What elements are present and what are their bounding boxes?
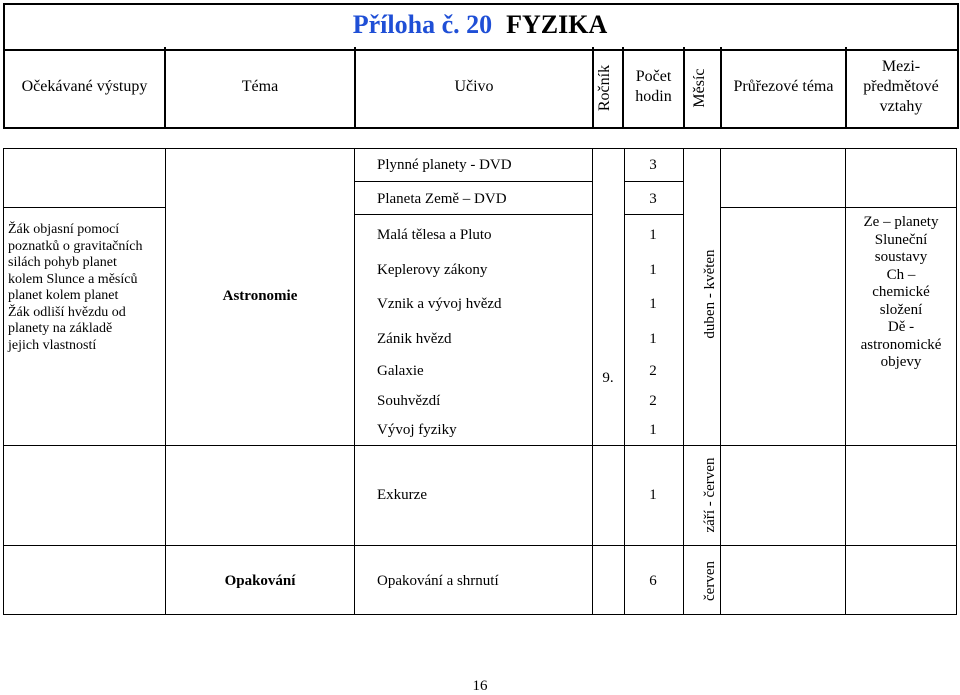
hodin-value: 3: [649, 191, 657, 207]
outcome-line: Žák odliší hvězdu od: [8, 304, 126, 320]
topic-astronomie: Astronomie: [222, 288, 298, 304]
header-mesic: Měsíc: [691, 68, 708, 108]
month-duben-kveten: duben - květen: [702, 249, 718, 339]
hodin-value: 1: [649, 331, 657, 347]
title-subject: FYZIKA: [506, 10, 608, 39]
ucivo-row: Vývoj fyziky: [377, 422, 457, 438]
hodin-value: 2: [649, 393, 657, 409]
hodin-value: 1: [649, 227, 657, 243]
mezi-line: objevy: [880, 354, 922, 370]
hodin-value: 6: [649, 573, 657, 589]
hodin-value: 1: [649, 422, 657, 438]
header-mezi-2: předmětové: [863, 78, 939, 95]
outcome-line: planety na základě: [8, 321, 113, 336]
hodin-value: 1: [649, 487, 657, 503]
mezi-line: Ze – planety: [863, 214, 939, 230]
ucivo-row: Keplerovy zákony: [377, 262, 488, 278]
header-mezi-3: vztahy: [879, 98, 923, 115]
header-vystupy: Očekávané výstupy: [21, 78, 148, 95]
hodin-value: 2: [649, 363, 657, 379]
header-prurezove: Průřezové téma: [733, 78, 834, 95]
hodin-value: 1: [649, 262, 657, 278]
hodin-value: 3: [649, 157, 657, 173]
mezi-line: Dě -: [887, 319, 915, 335]
ucivo-row: Souhvězdí: [377, 393, 441, 409]
ucivo-row: Planeta Země – DVD: [377, 191, 507, 207]
topic-opakovani: Opakování: [224, 573, 296, 589]
outcome-line: silách pohyb planet: [8, 255, 117, 270]
outcomes-cell: [8, 222, 164, 354]
mezi-cell: [846, 214, 956, 372]
ucivo-row: Plynné planety - DVD: [377, 157, 512, 173]
header-mezi-1: Mezi-: [881, 58, 921, 75]
mezi-line: Ch –: [886, 266, 916, 283]
ucivo-row: Zánik hvězd: [377, 331, 452, 347]
mezi-line: astronomické: [860, 336, 942, 353]
hodin-value: 1: [649, 296, 657, 312]
header-ucivo: Učivo: [454, 78, 494, 95]
month-zari-cerven: září - červen: [702, 457, 718, 533]
page-number: 16: [472, 678, 488, 694]
header-tema: Téma: [241, 78, 279, 95]
mezi-line: chemické: [872, 284, 930, 300]
outcome-line: planet kolem planet: [8, 288, 119, 303]
ucivo-row: Galaxie: [377, 363, 424, 379]
outcome-line: kolem Slunce a měsíců: [8, 271, 138, 287]
title-prefix: Příloha č. 20: [352, 10, 493, 39]
ucivo-row: Malá tělesa a Pluto: [377, 227, 492, 243]
ucivo-row: Vznik a vývoj hvězd: [377, 296, 502, 312]
header-pocet-1: Počet: [635, 68, 672, 85]
header-rocnik: Ročník: [596, 64, 613, 112]
rocnik-value: 9.: [602, 370, 614, 386]
month-cerven: červen: [702, 561, 718, 601]
ucivo-row: Exkurze: [377, 487, 427, 503]
ucivo-row: Opakování a shrnutí: [377, 573, 499, 589]
outcome-line: poznatků o gravitačních: [8, 238, 143, 254]
mezi-line: soustavy: [874, 249, 928, 265]
page-title: [4, 4, 956, 46]
outcome-line: jejich vlastností: [8, 337, 97, 353]
header-pocet-2: hodin: [635, 88, 672, 105]
mezi-line: složení: [879, 301, 923, 318]
mezi-line: Sluneční: [874, 231, 928, 248]
outcome-line: Žák objasní pomocí: [8, 222, 120, 237]
